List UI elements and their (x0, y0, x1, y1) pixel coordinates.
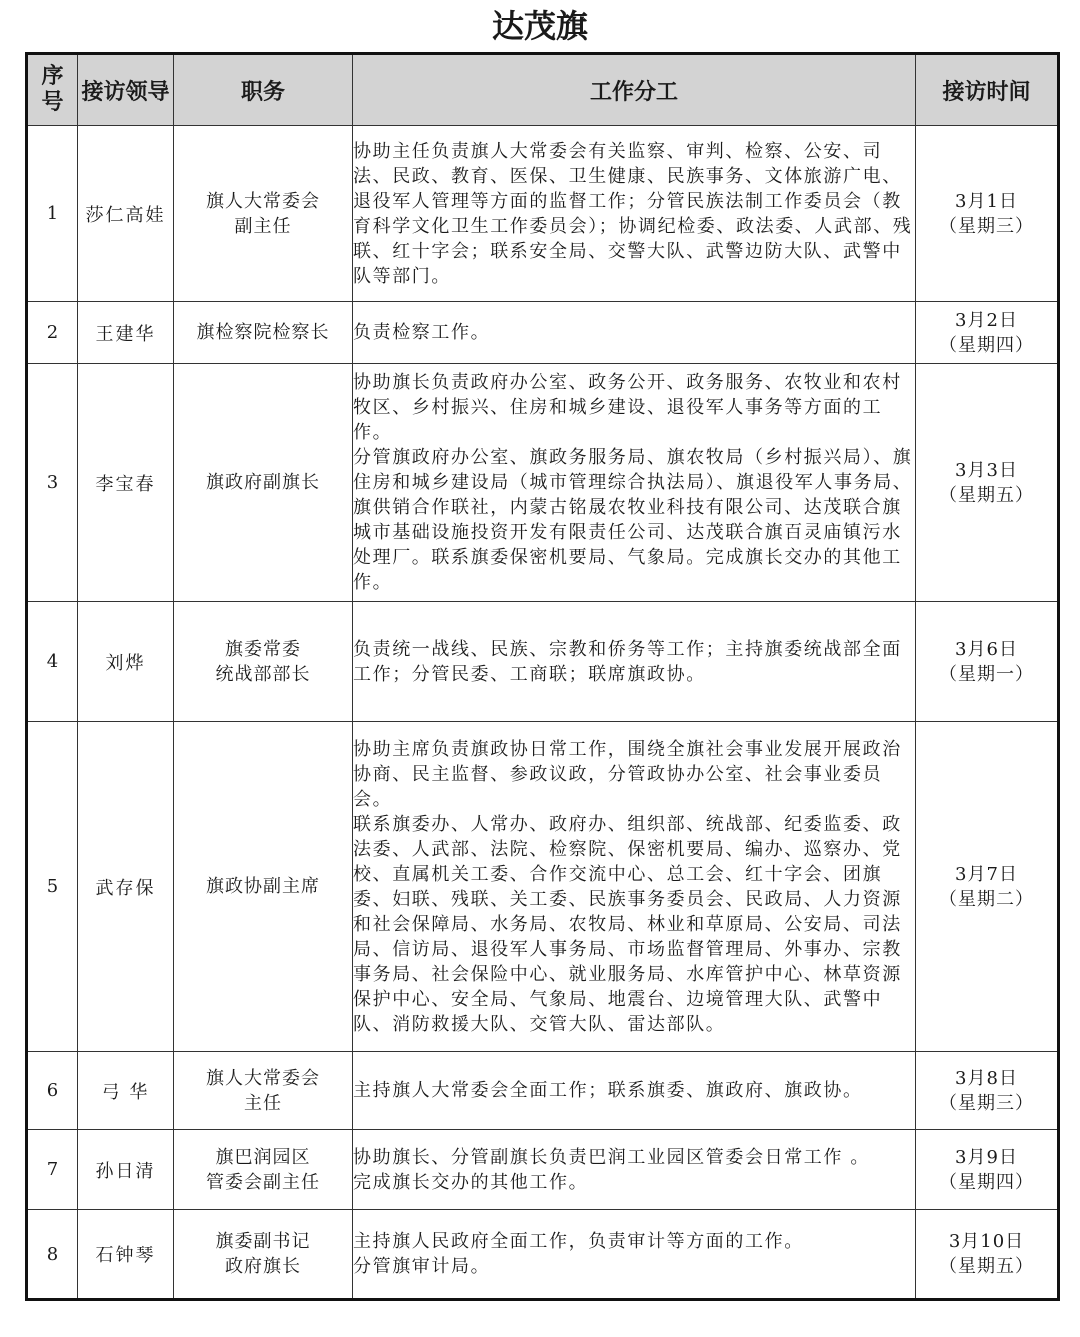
duty-paragraph: 负责统一战线、民族、宗教和侨务等工作；主持旗委统战部全面工作；分管民委、工商联；联席旗政协。 (353, 638, 902, 685)
leader-position: 旗委常委 统战部部长 (174, 602, 353, 722)
row-number: 6 (27, 1052, 78, 1130)
header-leader: 接访领导 (78, 54, 174, 126)
duties-cell (353, 1210, 916, 1300)
table-row (27, 602, 1059, 722)
row-number: 2 (27, 302, 78, 364)
leader-name: 石钟琴 (78, 1210, 174, 1300)
leader-name: 莎仁高娃 (78, 126, 174, 302)
table-row (27, 1052, 1059, 1130)
duty-paragraph: 协助主任负责旗人大常委会有关监察、审判、检察、公安、司法、民政、教育、医保、卫生健康、民族事务、文体旅游广电、退役军人管理等方面的监督工作；分管民族法制工作委员会（教育科学文化卫生工作委员会）；协调纪检委、政法委、人武部、残联、红十字会；联系安全局、交警大队、武警边防大队、武警中队等部门。 (353, 140, 913, 287)
duty-paragraph: 协助旗长负责政府办公室、政务公开、政务服务、农牧业和农村牧区、乡村振兴、住房和城乡建设、退役军人事务等方面的工作。 (353, 372, 902, 443)
leader-name: 刘烨 (78, 602, 174, 722)
table-header-row (27, 54, 1059, 126)
row-number: 3 (27, 364, 78, 602)
reception-weekday: （星期三） (939, 215, 1034, 237)
reception-weekday: （星期五） (939, 484, 1034, 506)
page-title: 达茂旗 (491, 7, 588, 45)
reception-weekday: （星期三） (939, 1092, 1034, 1114)
duty-paragraph: 协助旗长、分管副旗长负责巴润工业园区管委会日常工作 。 (353, 1146, 870, 1168)
duty-paragraph: 分管旗政府办公室、旗政务服务局、旗农牧局（乡村振兴局）、旗住房和城乡建设局（城市管理综合执法局）、旗退役军人事务局、旗供销合作联社，内蒙古铭晟农牧业科技有限公司、达茂联合旗城市基础设施投资开发有限责任公司、达茂联合旗百灵庙镇污水处理厂。联系旗委保密机要局、气象局。完成旗长交办的其他工作。 (353, 447, 913, 593)
table-row (27, 302, 1059, 364)
reception-time-cell (916, 602, 1059, 722)
duties-cell (353, 722, 916, 1052)
leader-position: 旗检察院检察长 (174, 302, 353, 364)
row-number: 1 (27, 126, 78, 302)
duty-paragraph: 主持旗人民政府全面工作，负责审计等方面的工作。 (353, 1231, 804, 1252)
duty-paragraph: 协助主席负责旗政协日常工作，围绕全旗社会事业发展开展政治协商、民主监督、参政议政，分管政协办公室、社会事业委员会。 (353, 738, 902, 810)
leader-position: 旗人大常委会 主任 (174, 1052, 353, 1130)
table-row (27, 722, 1059, 1052)
leader-name: 孙日清 (78, 1130, 174, 1210)
reception-schedule-table (25, 52, 1060, 1301)
duty-paragraph: 负责检察工作。 (353, 322, 491, 343)
duty-paragraph: 分管旗审计局。 (353, 1256, 491, 1277)
row-number: 7 (27, 1130, 78, 1210)
reception-date: 3月9日 (955, 1146, 1018, 1168)
reception-weekday: （星期四） (939, 1171, 1034, 1193)
header-seq (27, 54, 78, 126)
leader-position: 旗人大常委会 副主任 (174, 126, 353, 302)
header-seq-bottom: 号 (41, 90, 64, 115)
reception-date: 3月3日 (955, 459, 1018, 481)
reception-date: 3月2日 (955, 309, 1018, 331)
reception-date: 3月8日 (955, 1067, 1018, 1089)
reception-time-cell (916, 302, 1059, 364)
leader-position: 旗政府副旗长 (174, 364, 353, 602)
header-time: 接访时间 (916, 54, 1059, 126)
reception-time-cell (916, 126, 1059, 302)
table-body (27, 126, 1059, 1300)
duties-cell (353, 1052, 916, 1130)
duties-cell (353, 302, 916, 364)
table-row (27, 1210, 1059, 1300)
reception-date: 3月7日 (955, 863, 1018, 885)
duty-paragraph: 主持旗人大常委会全面工作；联系旗委、旗政府、旗政协。 (353, 1080, 863, 1101)
reception-weekday: （星期五） (939, 1256, 1034, 1277)
duties-cell (353, 126, 916, 302)
reception-weekday: （星期二） (939, 888, 1034, 910)
duties-cell (353, 1130, 916, 1210)
leader-position: 旗巴润园区 管委会副主任 (174, 1130, 353, 1210)
leader-position: 旗委副书记 政府旗长 (174, 1210, 353, 1300)
reception-date: 3月1日 (955, 190, 1018, 212)
leader-name: 弓 华 (78, 1052, 174, 1130)
leader-name: 李宝春 (78, 364, 174, 602)
leader-name: 王建华 (78, 302, 174, 364)
reception-weekday: （星期四） (939, 334, 1034, 356)
row-number: 8 (27, 1210, 78, 1300)
header-seq-top: 序 (41, 64, 64, 89)
row-number: 5 (27, 722, 78, 1052)
reception-date: 3月10日 (948, 1231, 1025, 1252)
duty-paragraph: 联系旗委办、人常办、政府办、组织部、统战部、纪委监委、政法委、人武部、法院、检察院、保密机要局、编办、巡察办、党校、直属机关工委、合作交流中心、总工会、红十字会、团旗委、妇联、残联、关工委、民族事务委员会、民政局、人力资源和社会保障局、水务局、农牧局、林业和草原局、公安局、司法局、信访局、退役军人事务局、市场监督管理局、外事办、宗教事务局、社会保险中心、就业服务局、水库管护中心、林草资源保护中心、安全局、气象局、地震台、边境管理大队、武警中队、消防救援大队、交管大队、雷达部队。 (353, 813, 902, 1035)
reception-time-cell (916, 1210, 1059, 1300)
row-number: 4 (27, 602, 78, 722)
duties-cell (353, 602, 916, 722)
reception-date: 3月6日 (955, 638, 1018, 660)
table-row (27, 126, 1059, 302)
reception-time-cell (916, 1052, 1059, 1130)
reception-time-cell (916, 722, 1059, 1052)
leader-name: 武存保 (78, 722, 174, 1052)
duty-paragraph: 完成旗长交办的其他工作。 (353, 1171, 589, 1193)
reception-weekday: （星期一） (939, 663, 1034, 685)
table-row (27, 364, 1059, 602)
duties-cell (353, 364, 916, 602)
leader-position: 旗政协副主席 (174, 722, 353, 1052)
table-row (27, 1130, 1059, 1210)
reception-time-cell (916, 364, 1059, 602)
header-position: 职务 (174, 54, 353, 126)
reception-time-cell (916, 1130, 1059, 1210)
header-duties: 工作分工 (353, 54, 916, 126)
